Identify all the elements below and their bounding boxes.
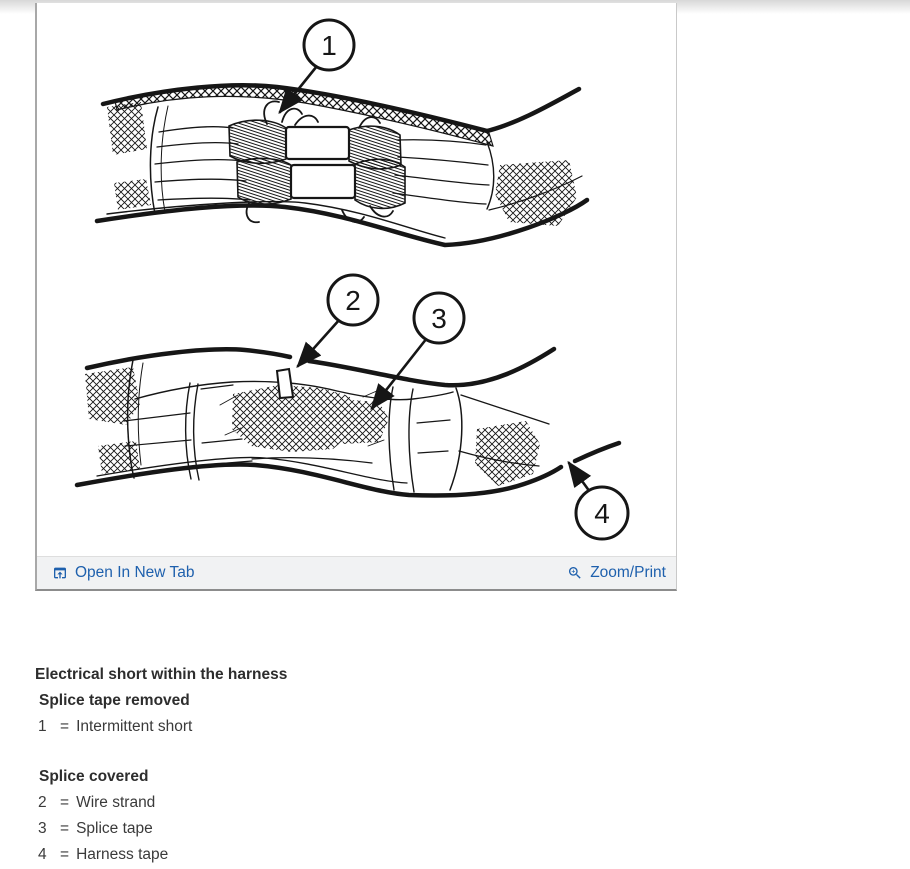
harness-line-art: [37, 3, 676, 556]
tape-texture-patch: [495, 160, 577, 226]
callout-3-number: 3: [431, 303, 447, 334]
splice-tape-patch: [232, 385, 389, 452]
caption-section-splice-covered: [35, 764, 287, 868]
callout-3: [372, 293, 464, 408]
caption-section-splice-tape-removed: [35, 688, 287, 740]
legend-separator: =: [60, 718, 70, 735]
legend-separator: =: [60, 794, 70, 811]
splice-sleeve: [286, 127, 349, 159]
figure-caption: [35, 662, 287, 868]
callout-4-number: 4: [594, 498, 610, 529]
legend-number: 1: [38, 718, 47, 735]
legend-item-3: [38, 816, 287, 842]
protruding-wire-strand: [277, 369, 293, 398]
viewer-toolbar: [37, 556, 676, 589]
legend-label: Splice tape: [76, 820, 153, 837]
open-in-new-tab-label: Open In New Tab: [75, 564, 195, 581]
legend-item-4: [38, 842, 287, 868]
callout-1-number: 1: [321, 30, 337, 61]
callout-2: [298, 275, 378, 366]
tape-texture-patch: [114, 179, 151, 210]
legend-separator: =: [60, 820, 70, 837]
legend-label: Harness tape: [76, 846, 169, 863]
tape-texture-patch: [475, 421, 540, 486]
legend-item-2: [38, 790, 287, 816]
legend-number: 2: [38, 794, 47, 811]
legend-number: 4: [38, 846, 47, 863]
legend-item-1: [38, 714, 287, 740]
caption-heading: Splice covered: [39, 768, 149, 785]
legend-label: Wire strand: [76, 794, 156, 811]
tape-texture-patch: [98, 441, 140, 474]
open-in-new-tab-link[interactable]: [52, 564, 194, 582]
harness-diagram-figure[interactable]: [37, 3, 676, 556]
tape-texture-patch: [85, 367, 140, 425]
legend-number: 3: [38, 820, 47, 837]
caption-title: Electrical short within the harness: [35, 666, 288, 683]
zoom-in-icon: [567, 565, 583, 581]
caption-heading: Splice tape removed: [39, 692, 190, 709]
callout-2-number: 2: [345, 285, 361, 316]
splice-sleeve: [291, 165, 355, 198]
tape-texture-patch: [107, 102, 147, 155]
legend-separator: =: [60, 846, 70, 863]
image-viewer-panel: [35, 3, 677, 591]
open-in-new-tab-icon: [52, 565, 68, 581]
zoom-print-link[interactable]: [567, 564, 666, 582]
top-harness-illustration: [97, 85, 587, 245]
callout-4: [569, 463, 628, 539]
bottom-harness-illustration: [77, 349, 619, 496]
legend-label: Intermittent short: [76, 718, 193, 735]
zoom-print-label: Zoom/Print: [590, 564, 666, 581]
